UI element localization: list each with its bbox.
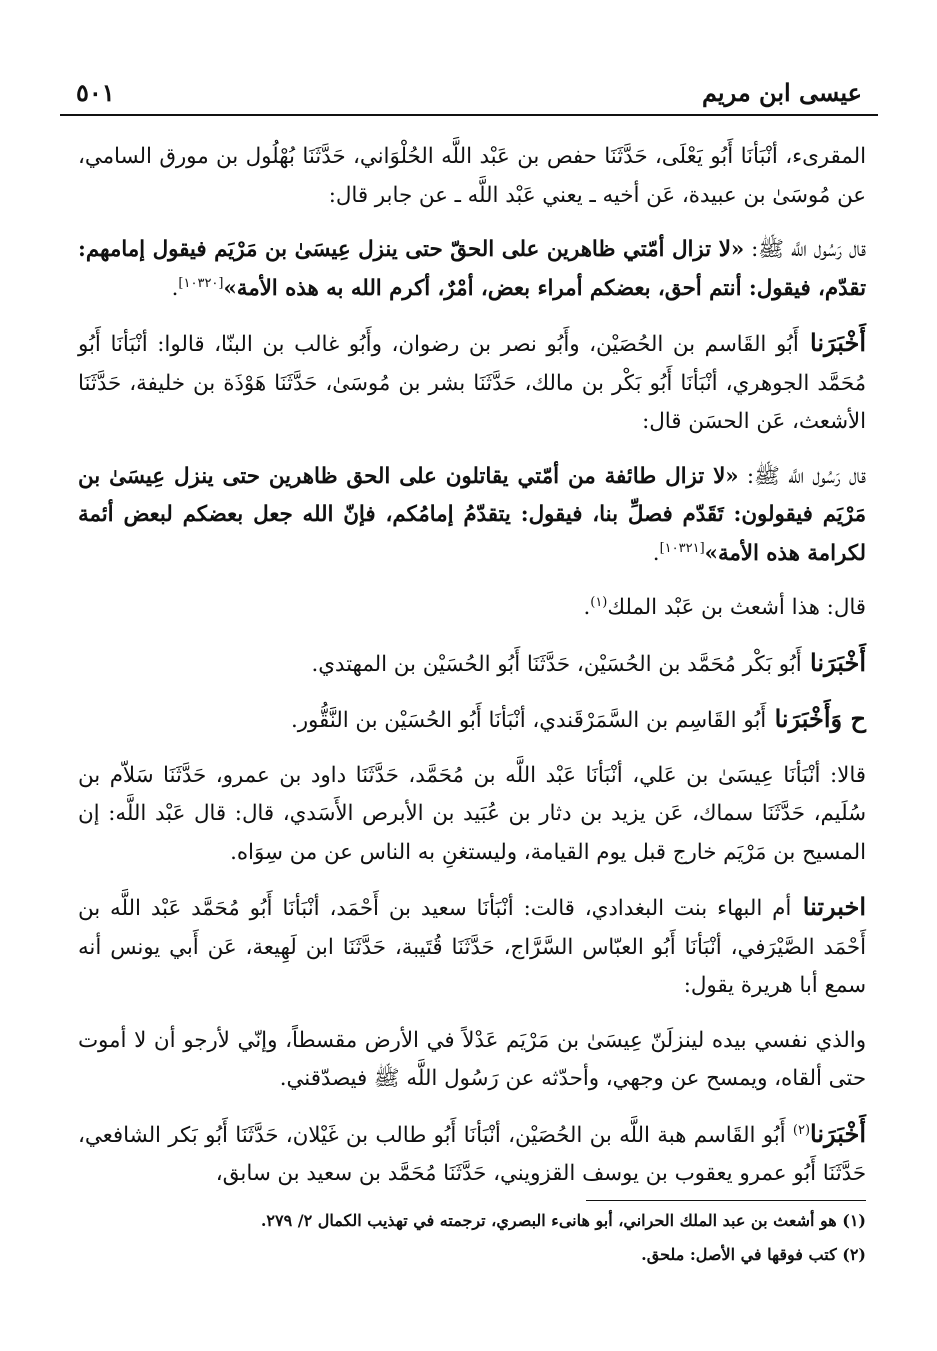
reference-mark: [١٠٣٢١]: [659, 540, 705, 556]
paragraph-text: .: [171, 275, 179, 301]
paragraph-text: أَبُو القَاسم بن الحُصَيْن، وأَبُو نصر بن رضوان، وأَبُو غالب بن البنّا، قالوا: أنْبَأنَا أَبُو مُحَمَّد الجوهري، أنْبَأنَا أَبُو بَكْر بن مالك، حَدَّثَنَا بشر بن مُوسَىٰ، حَدَّثَنَا هَوْذَة بن خليفة، حَدَّثَنَا الأشعث، عَن الحسَن قال:: [78, 332, 866, 434]
reference-mark: (٢): [792, 1122, 811, 1138]
paragraph-text: أَبُو بَكْر مُحَمَّد بن الحُسَيْن، حَدَّثَنَا أَبُو الحُسَيْن بن المهتدي.: [311, 651, 802, 677]
reference-mark: [١٠٣٢٠]: [178, 275, 224, 291]
footnote-2: (٢) كتب فوقها في الأصل: ملحق.: [641, 1245, 866, 1264]
paragraph-text: أَبُو القَاسِم بن السَّمَرْقَندي، أنْبَأنَا أَبُو الحُسَيْن بن النَّقُّور.: [290, 708, 767, 733]
paragraph: [78, 644, 866, 685]
chain-lead-word: اخبرتنا: [791, 892, 866, 921]
hadith-text: «لا تزال أمّتي ظاهرين على الحقّ حتى ينزل عِيسَىٰ بن مَرْيَم فيقول إمامهم: تقدّم، فيقول: أنتم أحق، بعضكم أمراء بعض، أمْرٌ، أكرم الله به هذه الأمة»: [78, 237, 866, 301]
chain-lead-word: أَخْبَرَنا: [801, 647, 866, 677]
chain-lead-word: ح وَأَخْبَرَنا: [766, 704, 866, 733]
paragraph-text: والذي نفسي بيده لينزلَنّ عِيسَىٰ بن مَرْيَم عَدْلاً في الأرض مقسطاً، وإنّي لأرجو أن لا أموت حتى ألقاه، ويمسح عن وجهي، وأحدّثه عن رَسُول اللَّه ﷺ فيصدّقني.: [78, 1027, 866, 1091]
paragraph-text: قالا: أنْبَأنَا عِيسَىٰ بن عَلي، أنْبَأنَا عَبْد اللَّه بن مُحَمَّد، حَدَّثَنَا داود بن عمرو، حَدَّثَنَا سَلاّم بن سُلَيم، حَدَّثَنَا سماك، عَن يزيد بن دثار بن عُبَيد بن الأبرص الأَسَدي، قال: قال عَبْد اللَّه: إن المسيح بن مَرْيَم خارج قبل يوم القيامة، وليستغنِ به الناس عن من سِوَاه.: [78, 762, 866, 865]
reference-mark: (١): [590, 594, 608, 610]
footnote-rule: [586, 1200, 866, 1201]
footnote-1: (١) هو أشعث بن عبد الملك الحراني، أبو هانىء البصري، ترجمته في تهذيب الكمال ٢/ ٢٧٩.: [260, 1211, 866, 1230]
hadith-text: «لا تزال طائفة من أمّتي يقاتلون على الحق ظاهرين حتى ينزل عِيسَىٰ بن مَرْيَم فيقولون: تَقَدّم فصلِّ بنا، فيقول: يتقدّمُ إمامُكم، فإنّ الله جعل بعضكم لبعض أئمة لكرامة هذه الأمة»: [78, 463, 866, 566]
paragraph: [78, 231, 866, 308]
paragraph: [78, 700, 866, 741]
paragraph-text: .: [583, 595, 591, 620]
paragraph: [78, 888, 866, 1006]
body-text: [78, 138, 866, 1210]
running-title: عيسى ابن مريم: [701, 78, 862, 107]
paragraph-text: قال: هذا أشعث بن عَبْد الملك: [607, 595, 866, 620]
paragraph: [78, 757, 866, 873]
chain-lead-word: أَخْبَرَنا: [798, 328, 866, 357]
paragraph: [78, 138, 866, 215]
chain-lead-word: أَخْبَرَنا: [810, 1118, 866, 1148]
page-header: [60, 64, 878, 116]
page-number: ٥٠١: [76, 78, 115, 107]
paragraph-text: أم البهاء بنت البغدادي، قالت: أنْبَأنَا سعيد بن أَحْمَد، أنْبَأنَا أَبُو مُحَمَّد عَبْد اللَّه بن أَحْمَد الصَّيْرَفي، أنْبَأنَا أَبُو العبّاس السَّرَّاج، حَدَّثَنَا قُتَيبة، حَدَّثَنَا ابن لَهِيعة، عَن أَبي يونس أنه سمع أبا هريرة يقول:: [78, 896, 866, 998]
paragraph-text: قال رَسُول اللَّه ﷺ:: [744, 237, 866, 262]
header-rule: [60, 114, 878, 116]
paragraph: [78, 458, 866, 574]
paragraph: [78, 324, 866, 442]
paragraph: [78, 589, 866, 628]
paragraph: [78, 1022, 866, 1099]
paragraph-text: المقرىء، أنْبَأنَا أَبُو يَعْلَى، حَدَّثَنَا حفص بن عَبْد اللَّه الحُلْوَاني، حَدَّثَنَا بُهْلُول بن مورق السامي، عن مُوسَىٰ بن عبيدة، عَن أخيه ـ يعني عَبْد اللَّه ـ عن جابر قال:: [78, 144, 866, 208]
paragraph-text: قال رَسُول اللَّه ﷺ:: [738, 463, 866, 489]
paragraph: [78, 1115, 866, 1194]
paragraph-text: .: [652, 540, 660, 566]
paragraph-text: أَبُو القَاسم هبة اللَّه بن الحُصَيْن، أنْبَأنَا أَبُو طالب بن غَيْلان، حَدَّثَنَا أَبُو بَكر الشافعي، حَدَّثَنَا أَبُو عمرو يعقوب بن يوسف القزويني، حَدَّثَنَا مُحَمَّد بن سعيد بن سابق،: [78, 1122, 866, 1186]
